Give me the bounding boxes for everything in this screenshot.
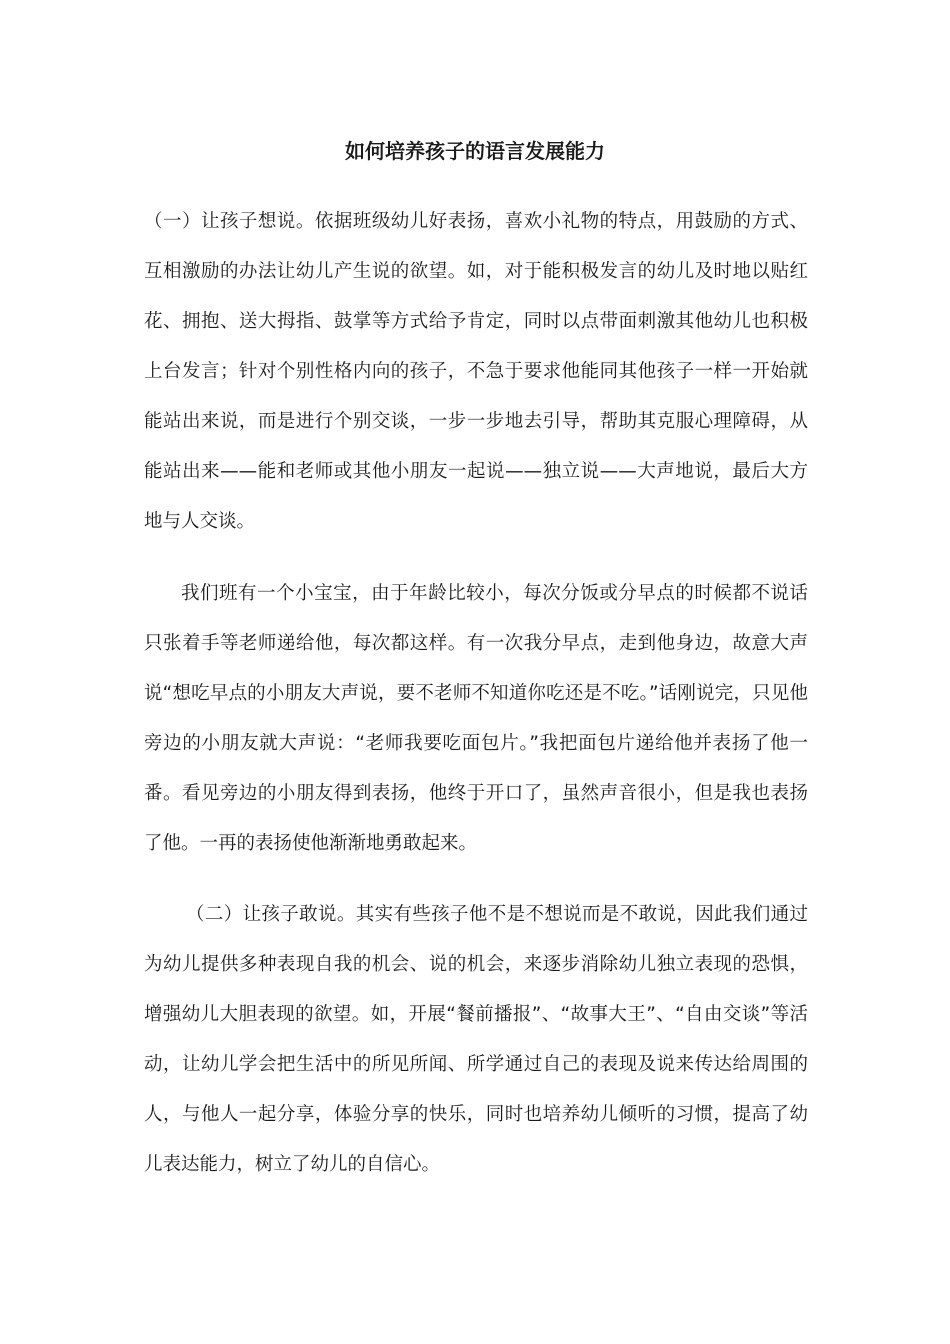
document-title: 如何培养孩子的语言发展能力 [345,139,605,163]
paragraph-little-baby-story: 我们班有一个小宝宝，由于年龄比较小，每次分饭或分早点的时候都不说话只张着手等老师递给他，每次都这样。有一次我分早点，走到他身边，故意大声说“想吃早点的小朋友大声说，要不老师不知道你吃还是不吃。”话刚说完，只见他旁边的小朋友就大声说：“老师我要吃面包片。”我把面包片递给他并表扬了他一番。看见旁边的小朋友得到表扬，他终于开口了，虽然声音很小，但是我也表扬了他。一再的表扬使他渐渐地勇敢起来。 [144,583,808,854]
paragraph-let-child-dare-to-speak: （二）让孩子敢说。其实有些孩子他不是不想说而是不敢说，因此我们通过为幼儿提供多种表现自我的机会、说的机会，来逐步消除幼儿独立表现的恐惧，增强幼儿大胆表现的欲望。如，开展“餐前播报”、“故事大王”、“自由交谈”等活动，让幼儿学会把生活中的所见所闻、所学通过自己的表现及说来传达给周围的人，与他人一起分享，体验分享的快乐，同时也培养幼儿倾听的习惯，提高了幼儿表达能力，树立了幼儿的自信心。 [144,904,808,1175]
paragraph-let-child-want-to-speak: （一）让孩子想说。依据班级幼儿好表扬，喜欢小礼物的特点，用鼓励的方式、互相激励的办法让幼儿产生说的欲望。如，对于能积极发言的幼儿及时地以贴红花、拥抱、送大拇指、鼓掌等方式给予肯定，同时以点带面刺激其他幼儿也积极上台发言；针对个别性格内向的孩子，不急于要求他能同其他孩子一样一开始就能站出来说，而是进行个别交谈，一步一步地去引导，帮助其克服心理障碍，从能站出来——能和老师或其他小朋友一起说——独立说——大声地说，最后大方地与人交谈。 [144,211,808,532]
